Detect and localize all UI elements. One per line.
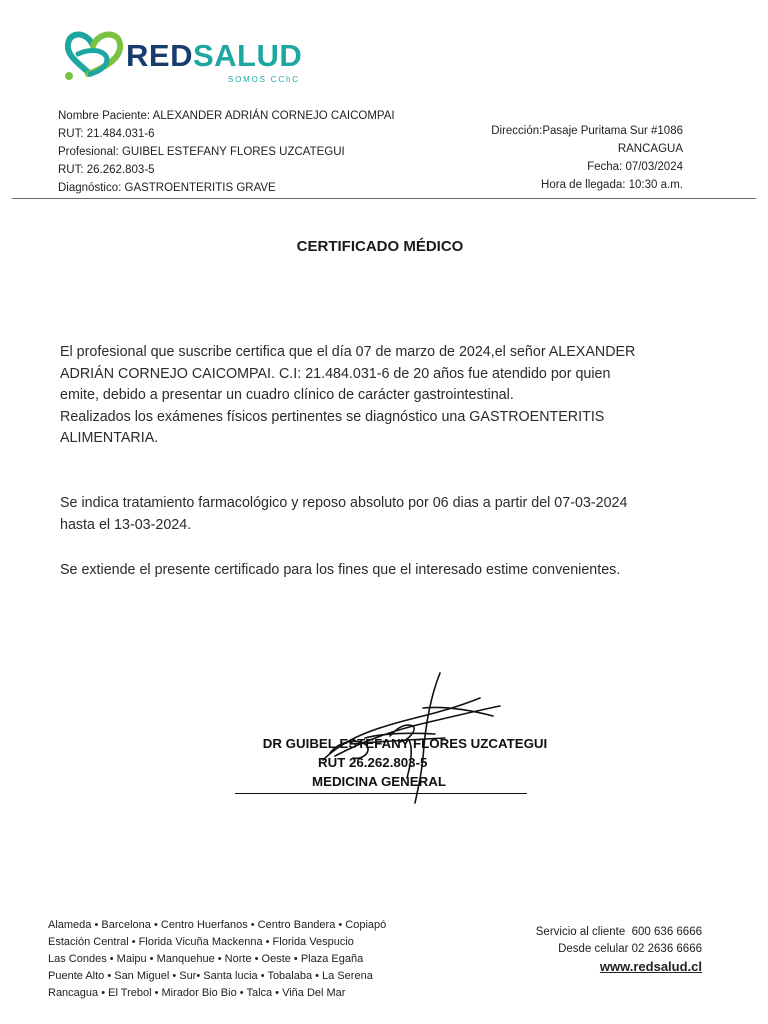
patient-rut-row: RUT: 21.484.031-6 (58, 128, 155, 140)
professional-name: GUIBEL ESTEFANY FLORES UZCATEGUI (121, 146, 345, 158)
certificate-paragraph-1 (60, 342, 720, 450)
website-link[interactable]: www.redsalud.cl (599, 959, 702, 974)
footer-branch-list (48, 917, 386, 1002)
document-title: CERTIFICADO MÉDICO (296, 238, 464, 255)
branch-line: Puente Alto • San Miguel • Sur• Santa lucia • Tobalaba • La Serena (48, 970, 373, 982)
arrival-time: 10:30 a.m. (628, 179, 683, 191)
header-divider (12, 198, 756, 199)
doctor-rut: RUT 26.262.803-5 (318, 755, 428, 770)
paragraph-line: ALIMENTARIA. (60, 430, 159, 446)
branch-line: Las Condes • Maipu • Manquehue • Norte • Oeste • Plaza Egaña (48, 953, 364, 965)
branch-line: Alameda • Barcelona • Centro Huerfanos • Centro Bandera • Copiapó (48, 919, 387, 931)
patient-name: ALEXANDER ADRIÁN CORNEJO CAICOMPAI (152, 110, 395, 122)
branch-line: Rancagua • El Trebol • Mirador Bio Bio • Talca • Viña Del Mar (48, 987, 346, 999)
date: 07/03/2024 (625, 161, 683, 173)
date-row: Fecha: 07/03/2024 (587, 161, 683, 173)
professional-row: Profesional: GUIBEL ESTEFANY FLORES UZCATEGUI (58, 146, 345, 158)
city: RANCAGUA (617, 143, 683, 155)
paragraph-line: El profesional que suscribe certifica que el día 07 de marzo de 2024,el señor ALEXANDER (60, 344, 636, 360)
doctor-name: DR GUIBEL ESTEFANY FLORES UZCATEGUI (262, 736, 548, 751)
treatment-paragraph (60, 493, 720, 536)
visit-info (491, 122, 683, 194)
professional-rut: 26.262.803-5 (86, 164, 155, 176)
paragraph-line: Realizados los exámenes físicos pertinentes se diagnóstico una GASTROENTERITIS (60, 408, 605, 425)
patient-info (58, 107, 395, 197)
brand-name: REDSALUD (126, 38, 303, 73)
paragraph-line: ADRIÁN CORNEJO CAICOMPAI. C.I: 21.484.031-6 de 20 años fue atendido por quien (60, 365, 611, 382)
heart-logo-icon (60, 24, 126, 86)
arrival-row: Hora de llegada: 10:30 a.m. (541, 179, 683, 191)
customer-service-phone: 600 636 6666 (631, 926, 702, 938)
signature-line (235, 793, 527, 794)
patient-rut: 21.484.031-6 (86, 128, 155, 140)
footer-contact (536, 924, 702, 975)
paragraph-line: emite, debido a presentar un cuadro clínico de carácter gastrointestinal. (60, 387, 514, 403)
redsalud-logo (60, 24, 320, 90)
paragraph-line: hasta el 13-03-2024. (60, 516, 192, 533)
closing-paragraph: Se extiende el presente certificado para los fines que el interesado estime convenientes. (60, 562, 621, 578)
address: Pasaje Puritama Sur #1086 (542, 125, 683, 137)
address-row: Dirección:Pasaje Puritama Sur #1086 (491, 125, 683, 137)
diagnosis-row: Diagnóstico: GASTROENTERITIS GRAVE (58, 182, 276, 194)
professional-rut-row: RUT: 26.262.803-5 (58, 164, 155, 176)
mobile-phone: 02 2636 6666 (631, 943, 702, 955)
mobile-row: Desde celular 02 2636 6666 (558, 943, 702, 955)
customer-service-row: Servicio al cliente 600 636 6666 (535, 926, 702, 938)
brand-tagline: SOMOS CChC (228, 75, 300, 84)
diagnosis: GASTROENTERITIS GRAVE (124, 182, 276, 194)
paragraph-line: Se indica tratamiento farmacológico y reposo absoluto por 06 dias a partir del 07-03-2024 (60, 495, 628, 511)
patient-name-row: Nombre Paciente: ALEXANDER ADRIÁN CORNEJO CAICOMPAI (58, 110, 395, 122)
branch-line: Estación Central • Florida Vicuña Mackenna • Florida Vespucio (48, 936, 354, 948)
doctor-specialty: MEDICINA GENERAL (312, 774, 446, 789)
